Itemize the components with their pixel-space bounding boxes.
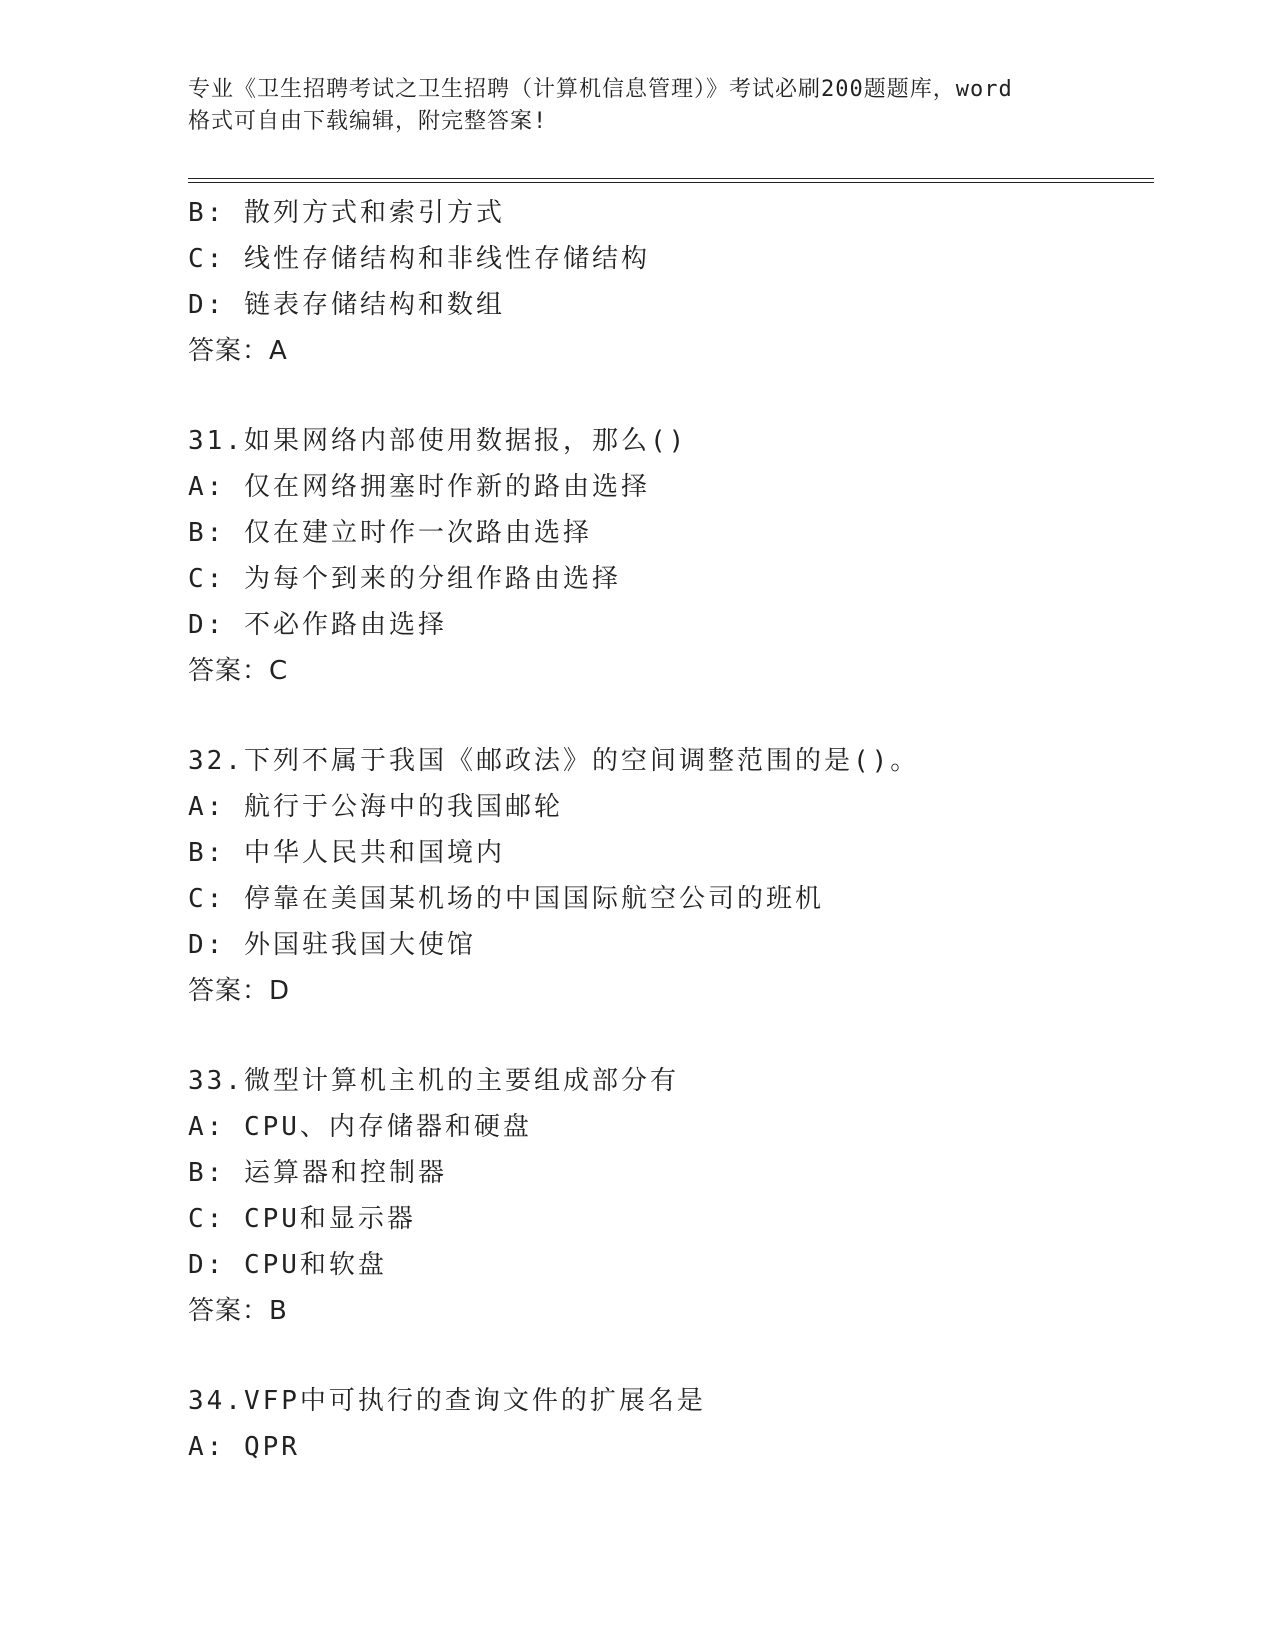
answer-line: 答案：A xyxy=(188,336,288,366)
spacer xyxy=(188,1334,1148,1378)
question-text: 33.微型计算机主机的主要组成部分有 xyxy=(188,1066,679,1096)
answer-line: 答案：B xyxy=(188,1296,288,1326)
option-b: B: 运算器和控制器 xyxy=(188,1158,447,1188)
spacer xyxy=(188,1014,1148,1058)
option-c: C: 线性存储结构和非线性存储结构 xyxy=(188,244,650,274)
option-d: D: CPU和软盘 xyxy=(188,1250,387,1280)
option-a: A: CPU、内存储器和硬盘 xyxy=(188,1112,532,1142)
question-text: 32.下列不属于我国《邮政法》的空间调整范围的是()。 xyxy=(188,746,920,776)
question-block-32 xyxy=(188,738,1148,1014)
option-b: B: 仅在建立时作一次路由选择 xyxy=(188,518,592,548)
answer-line: 答案：D xyxy=(188,976,291,1006)
header-divider-bottom xyxy=(188,182,1154,183)
header-title-line-1: 专业《卫生招聘考试之卫生招聘（计算机信息管理）》考试必刷200题题库，word xyxy=(188,77,1013,102)
question-block-carryover xyxy=(188,190,1148,374)
question-text: 34.VFP中可执行的查询文件的扩展名是 xyxy=(188,1386,706,1416)
option-b: B: 散列方式和索引方式 xyxy=(188,198,505,228)
header-title-line-2: 格式可自由下载编辑，附完整答案! xyxy=(188,109,548,134)
question-list xyxy=(188,190,1148,1470)
document-header xyxy=(188,74,1088,138)
question-block-31 xyxy=(188,418,1148,694)
option-d: D: 不必作路由选择 xyxy=(188,610,447,640)
option-c: C: 为每个到来的分组作路由选择 xyxy=(188,564,621,594)
option-d: D: 外国驻我国大使馆 xyxy=(188,930,476,960)
option-c: C: CPU和显示器 xyxy=(188,1204,416,1234)
spacer xyxy=(188,374,1148,418)
option-d: D: 链表存储结构和数组 xyxy=(188,290,505,320)
question-text: 31.如果网络内部使用数据报，那么() xyxy=(188,426,688,456)
option-c: C: 停靠在美国某机场的中国国际航空公司的班机 xyxy=(188,884,824,914)
option-a: A: 仅在网络拥塞时作新的路由选择 xyxy=(188,472,650,502)
question-block-33 xyxy=(188,1058,1148,1334)
option-b: B: 中华人民共和国境内 xyxy=(188,838,505,868)
header-divider-top xyxy=(188,178,1154,179)
option-a: A: QPR xyxy=(188,1432,300,1462)
option-a: A: 航行于公海中的我国邮轮 xyxy=(188,792,563,822)
answer-line: 答案：C xyxy=(188,656,289,686)
spacer xyxy=(188,694,1148,738)
question-block-34 xyxy=(188,1378,1148,1470)
